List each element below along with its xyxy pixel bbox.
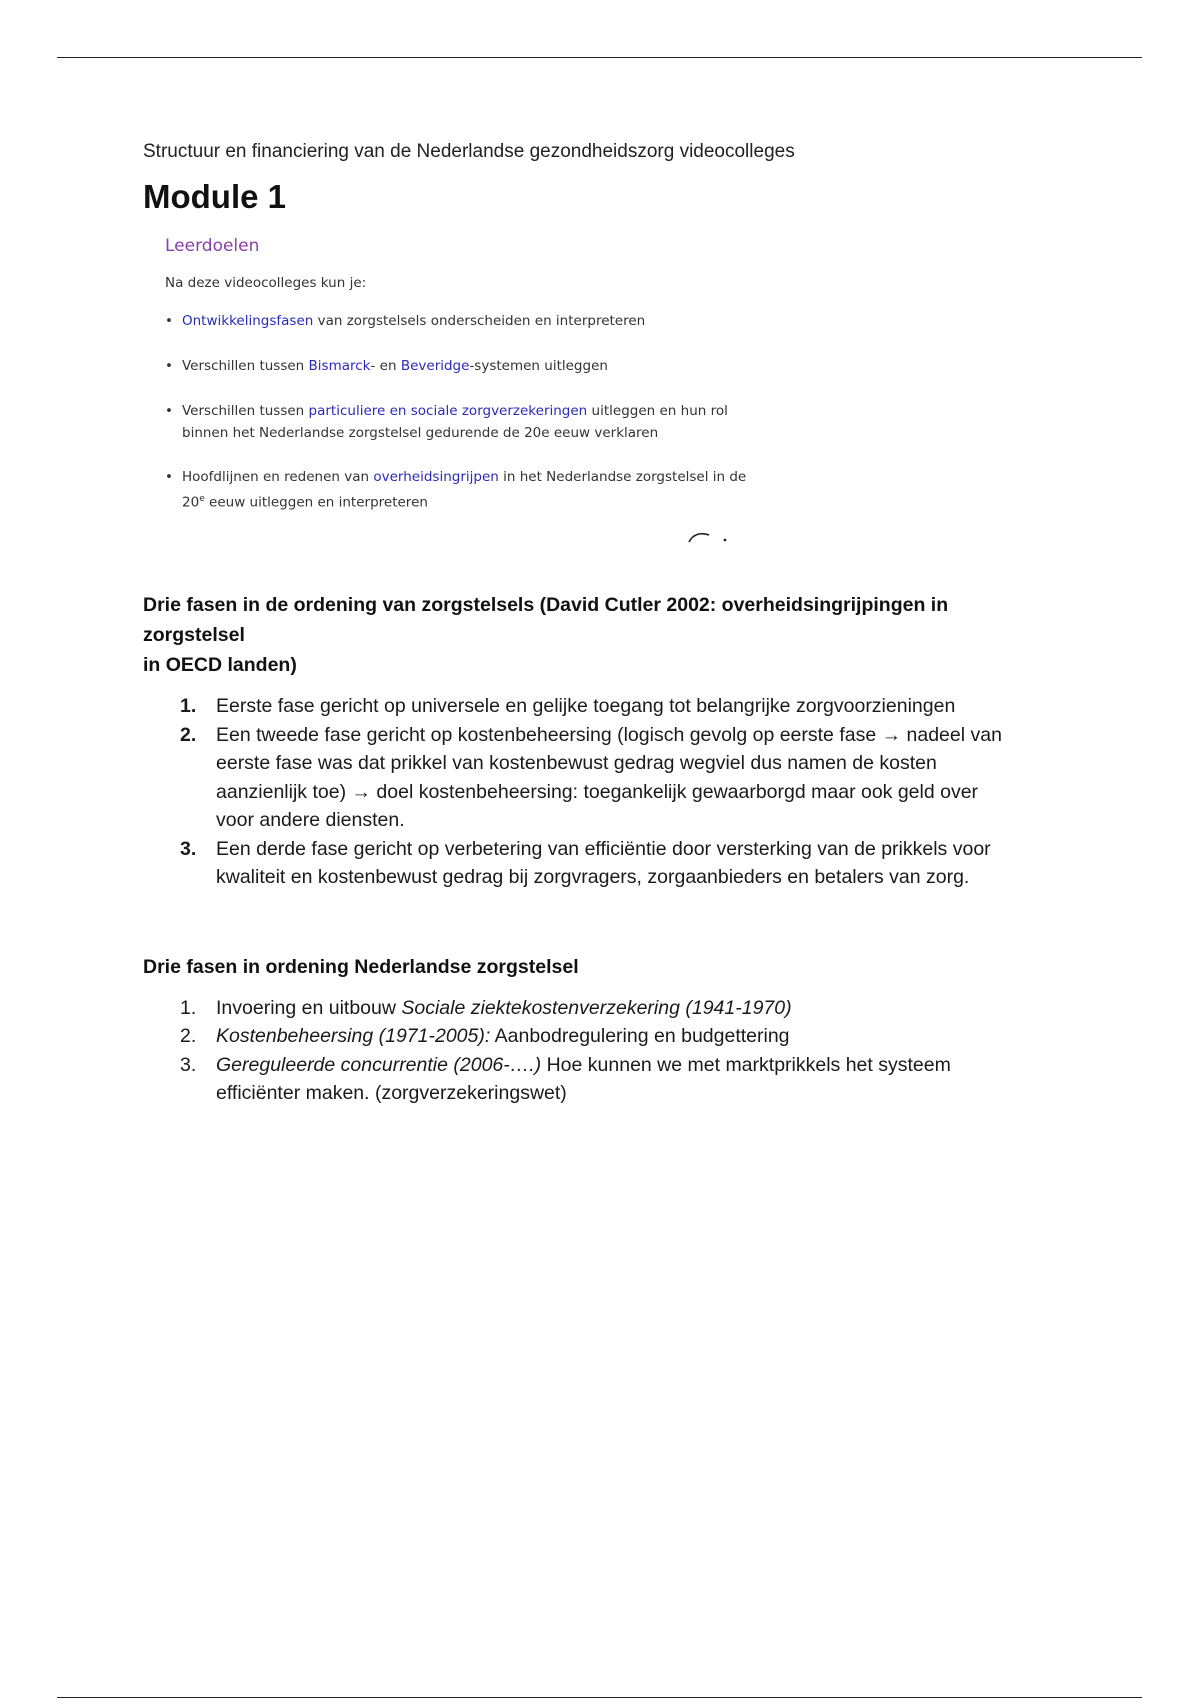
section-heading-cutler: Drie fasen in de ordening van zorgstelsels (David Cutler 2002: overheidsingrijpingen in zorgstelsel in OECD landen) bbox=[143, 594, 949, 676]
slide-bullet: • Ontwikkelingsfasen van zorgstelsels onderscheiden en interpreteren bbox=[165, 310, 785, 332]
netherlands-phases-list bbox=[143, 994, 1043, 1108]
list-item: 1. Invoering en uitbouw Sociale ziektekostenverzekering (1941-1970) bbox=[180, 996, 792, 1019]
cutler-phases-list bbox=[143, 692, 1043, 892]
list-item: 3. Een derde fase gericht op verbetering van efficiëntie door versterking van de prikkels voor kwaliteit en kostenbewust gedrag bij zorgvragers, zorgaanbieders en betalers van zorg. bbox=[180, 837, 991, 888]
pen-annotation-icon bbox=[687, 530, 737, 544]
bullet-icon: • bbox=[165, 358, 173, 374]
arrow-right-icon: → bbox=[351, 780, 371, 803]
slide-bullet: • Verschillen tussen Bismarck- en Beveridge-systemen uitleggen bbox=[165, 355, 785, 377]
header-rule bbox=[57, 57, 1142, 58]
bullet-icon: • bbox=[165, 313, 173, 329]
slide-intro: Na deze videocolleges kun je: bbox=[165, 275, 367, 291]
slide-bullet-list bbox=[165, 310, 785, 514]
list-item: 2. Een tweede fase gericht op kostenbeheersing (logisch gevolg op eerste fase → nadeel van eerste fase was dat prikkel van kostenbewust gedrag wegviel dus namen de kosten aanzienlijk toe) → doel kostenbeheersing: toegankelijk gewaarborgd maar ook geld over voor andere diensten. bbox=[180, 723, 1002, 831]
footer-rule bbox=[57, 1697, 1142, 1698]
document-title: Structuur en financiering van de Nederlandse gezondheidszorg videocolleges bbox=[143, 141, 795, 162]
bullet-icon: • bbox=[165, 469, 173, 485]
document-body bbox=[143, 140, 1043, 1108]
learning-goals-slide bbox=[165, 235, 785, 540]
list-item: 3. Gereguleerde concurrentie (2006-….) Hoe kunnen we met marktprikkels het systeem efficiënter maken. (zorgverzekeringswet) bbox=[180, 1053, 951, 1104]
slide-bullet: • Hoofdlijnen en redenen van overheidsingrijpen in het Nederlandse zorgstelsel in de 20e eeuw uitleggen en interpreteren bbox=[165, 466, 785, 514]
bullet-icon: • bbox=[165, 403, 173, 419]
arrow-right-icon: → bbox=[881, 723, 902, 746]
list-item: 1. Eerste fase gericht op universele en gelijke toegang tot belangrijke zorgvoorzieningen bbox=[180, 695, 956, 717]
slide-title: Leerdoelen bbox=[165, 236, 260, 256]
section-heading-netherlands: Drie fasen in ordening Nederlandse zorgstelsel bbox=[143, 955, 579, 978]
slide-bullet: • Verschillen tussen particuliere en sociale zorgverzekeringen uitleggen en hun rol binnen het Nederlandse zorgstelsel gedurende de 20e eeuw verklaren bbox=[165, 400, 785, 444]
list-item: 2. Kostenbeheersing (1971-2005): Aanbodregulering en budgettering bbox=[180, 1025, 790, 1047]
module-heading: Module 1 bbox=[143, 178, 287, 215]
